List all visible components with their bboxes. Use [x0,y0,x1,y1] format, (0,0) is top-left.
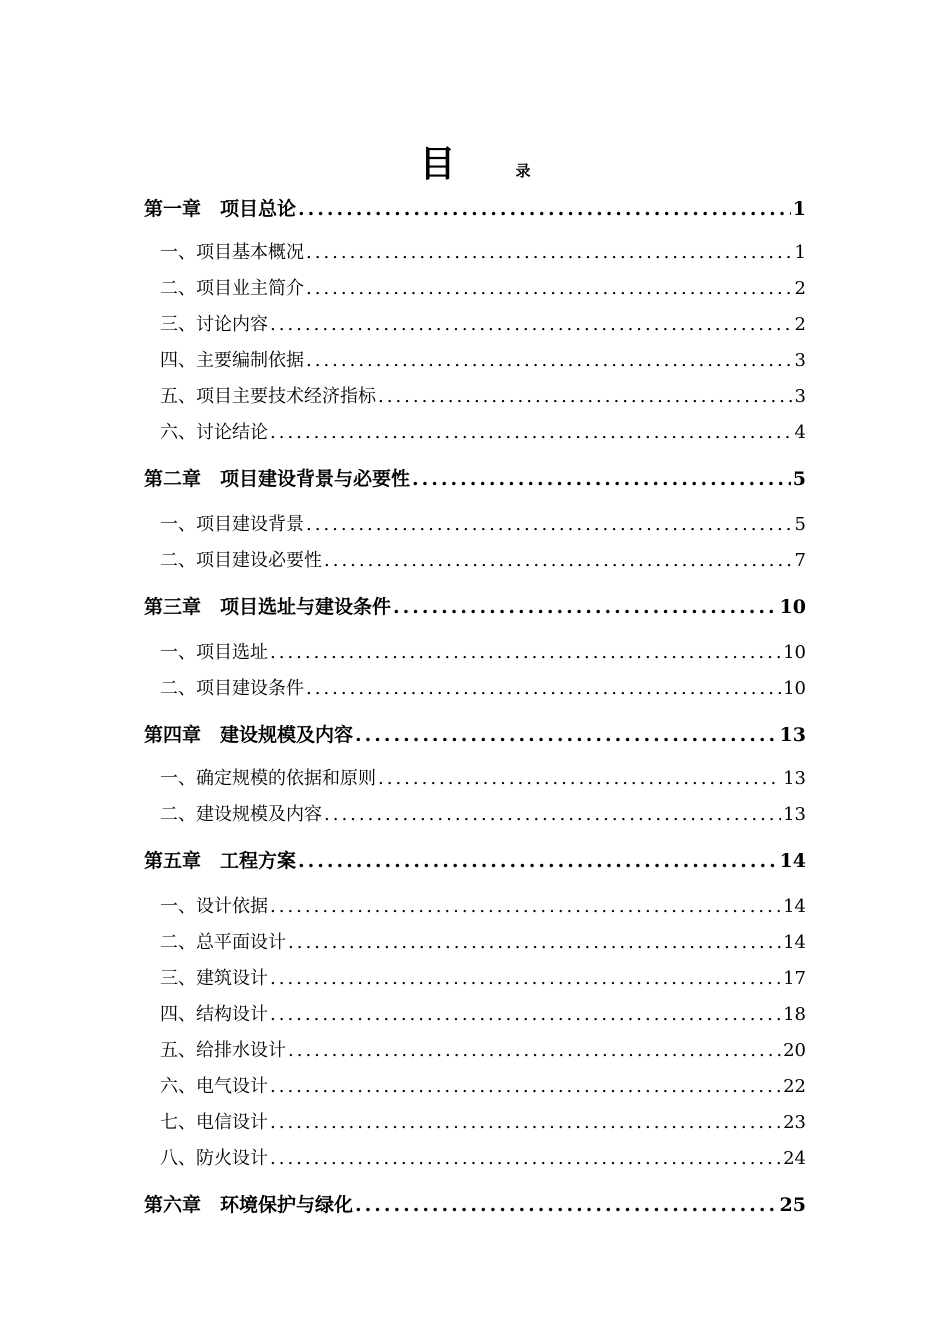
toc-dot-leader [324,546,793,576]
toc-entry-label: 三、讨论内容 [160,314,268,335]
toc-entry-label: 第四章 建设规模及内容 [144,724,354,746]
toc-dot-leader [270,1000,781,1030]
toc-page-number: 7 [794,550,806,571]
toc-chapter-entry[interactable] [144,846,806,876]
toc-section-entry[interactable] [160,674,806,704]
toc-entry-label: 四、主要编制依据 [160,350,304,371]
toc-section-entry[interactable] [160,1144,806,1174]
toc-page-number: 10 [779,596,806,618]
toc-page-number: 14 [783,896,806,917]
toc-entry-label: 二、项目业主简介 [160,278,304,299]
toc-entry-label: 一、项目建设背景 [160,514,304,535]
toc-page-number: 5 [792,468,806,490]
toc-dot-leader [298,846,778,876]
toc-page-number: 14 [779,850,806,872]
toc-page-number: 18 [783,1004,806,1025]
toc-section-entry[interactable] [160,964,806,994]
toc-chapter-entry[interactable] [144,720,806,750]
toc-page-number: 17 [783,968,806,989]
toc-entry-label: 第二章 项目建设背景与必要性 [144,468,411,490]
toc-title [0,136,950,186]
toc-dot-leader [393,592,778,622]
toc-page-number: 1 [792,198,806,220]
toc-entry-label: 第六章 环境保护与绿化 [144,1194,354,1216]
toc-dot-leader [412,464,791,494]
toc-section-entry[interactable] [160,382,806,412]
toc-page-number: 10 [783,678,806,699]
toc-section-entry[interactable] [160,1036,806,1066]
toc-section-entry[interactable] [160,892,806,922]
toc-section-entry[interactable] [160,418,806,448]
toc-entry-label: 一、项目选址 [160,642,268,663]
toc-entry-label: 第五章 工程方案 [144,850,297,872]
toc-chapter-entry[interactable] [144,464,806,494]
toc-page-number: 3 [794,350,806,371]
toc-dot-leader [355,1190,778,1220]
toc-chapter-entry[interactable] [144,194,806,224]
toc-dot-leader [270,1108,781,1138]
toc-dot-leader [306,510,793,540]
toc-page-number: 14 [783,932,806,953]
toc-section-entry[interactable] [160,638,806,668]
toc-page-number: 1 [794,242,806,263]
toc-section-entry[interactable] [160,764,806,794]
toc-dot-leader [270,964,781,994]
toc-section-entry[interactable] [160,510,806,540]
toc-section-entry[interactable] [160,274,806,304]
toc-entry-label: 七、电信设计 [160,1112,268,1133]
toc-dot-leader [324,800,781,830]
toc-page-number: 24 [783,1148,806,1169]
toc-entry-label: 一、设计依据 [160,896,268,917]
toc-entry-label: 二、项目建设必要性 [160,550,322,571]
toc-dot-leader [288,1036,781,1066]
toc-page-number: 4 [794,422,806,443]
toc-entry-label: 一、确定规模的依据和原则 [160,768,376,789]
toc-page-number: 3 [794,386,806,407]
toc-page-number: 5 [794,514,806,535]
toc-dot-leader [306,674,781,704]
toc-section-entry[interactable] [160,546,806,576]
toc-page-number: 23 [783,1112,806,1133]
toc-entry-label: 六、讨论结论 [160,422,268,443]
toc-entry-label: 三、建筑设计 [160,968,268,989]
toc-page-number: 2 [794,278,806,299]
toc-dot-leader [270,638,781,668]
toc-section-entry[interactable] [160,346,806,376]
toc-entry-label: 四、结构设计 [160,1004,268,1025]
toc-page-number: 2 [794,314,806,335]
toc-section-entry[interactable] [160,238,806,268]
toc-entry-label: 五、项目主要技术经济指标 [160,386,376,407]
toc-section-entry[interactable] [160,800,806,830]
toc-dot-leader [270,1072,781,1102]
toc-title-main: 目 [419,143,456,185]
toc-dot-leader [270,310,793,340]
toc-entry-label: 第三章 项目选址与建设条件 [144,596,392,618]
toc-dot-leader [306,274,793,304]
toc-entry-label: 六、电气设计 [160,1076,268,1097]
toc-section-entry[interactable] [160,928,806,958]
toc-page-number: 20 [783,1040,806,1061]
toc-chapter-entry[interactable] [144,1190,806,1220]
toc-section-entry[interactable] [160,1072,806,1102]
toc-title-sub: 录 [515,162,531,180]
toc-section-entry[interactable] [160,310,806,340]
toc-dot-leader [306,238,793,268]
toc-entry-label: 五、给排水设计 [160,1040,286,1061]
toc-entry-label: 二、项目建设条件 [160,678,304,699]
toc-dot-leader [378,764,781,794]
toc-page-number: 13 [779,724,806,746]
toc-entry-label: 八、防火设计 [160,1148,268,1169]
toc-dot-leader [270,892,781,922]
toc-section-entry[interactable] [160,1108,806,1138]
toc-page-number: 22 [783,1076,806,1097]
toc-page-number: 25 [779,1194,806,1216]
toc-dot-leader [298,194,791,224]
toc-chapter-entry[interactable] [144,592,806,622]
toc-dot-leader [378,382,793,412]
toc-section-entry[interactable] [160,1000,806,1030]
toc-entry-label: 一、项目基本概况 [160,242,304,263]
toc-page-number: 10 [783,642,806,663]
toc-entry-label: 二、总平面设计 [160,932,286,953]
toc-page-number: 13 [783,768,806,789]
toc-entry-label: 第一章 项目总论 [144,198,297,220]
toc-entry-label: 二、建设规模及内容 [160,804,322,825]
toc-dot-leader [288,928,781,958]
toc-dot-leader [270,418,793,448]
toc-dot-leader [355,720,778,750]
toc-dot-leader [306,346,793,376]
toc-dot-leader [270,1144,781,1174]
toc-page-number: 13 [783,804,806,825]
